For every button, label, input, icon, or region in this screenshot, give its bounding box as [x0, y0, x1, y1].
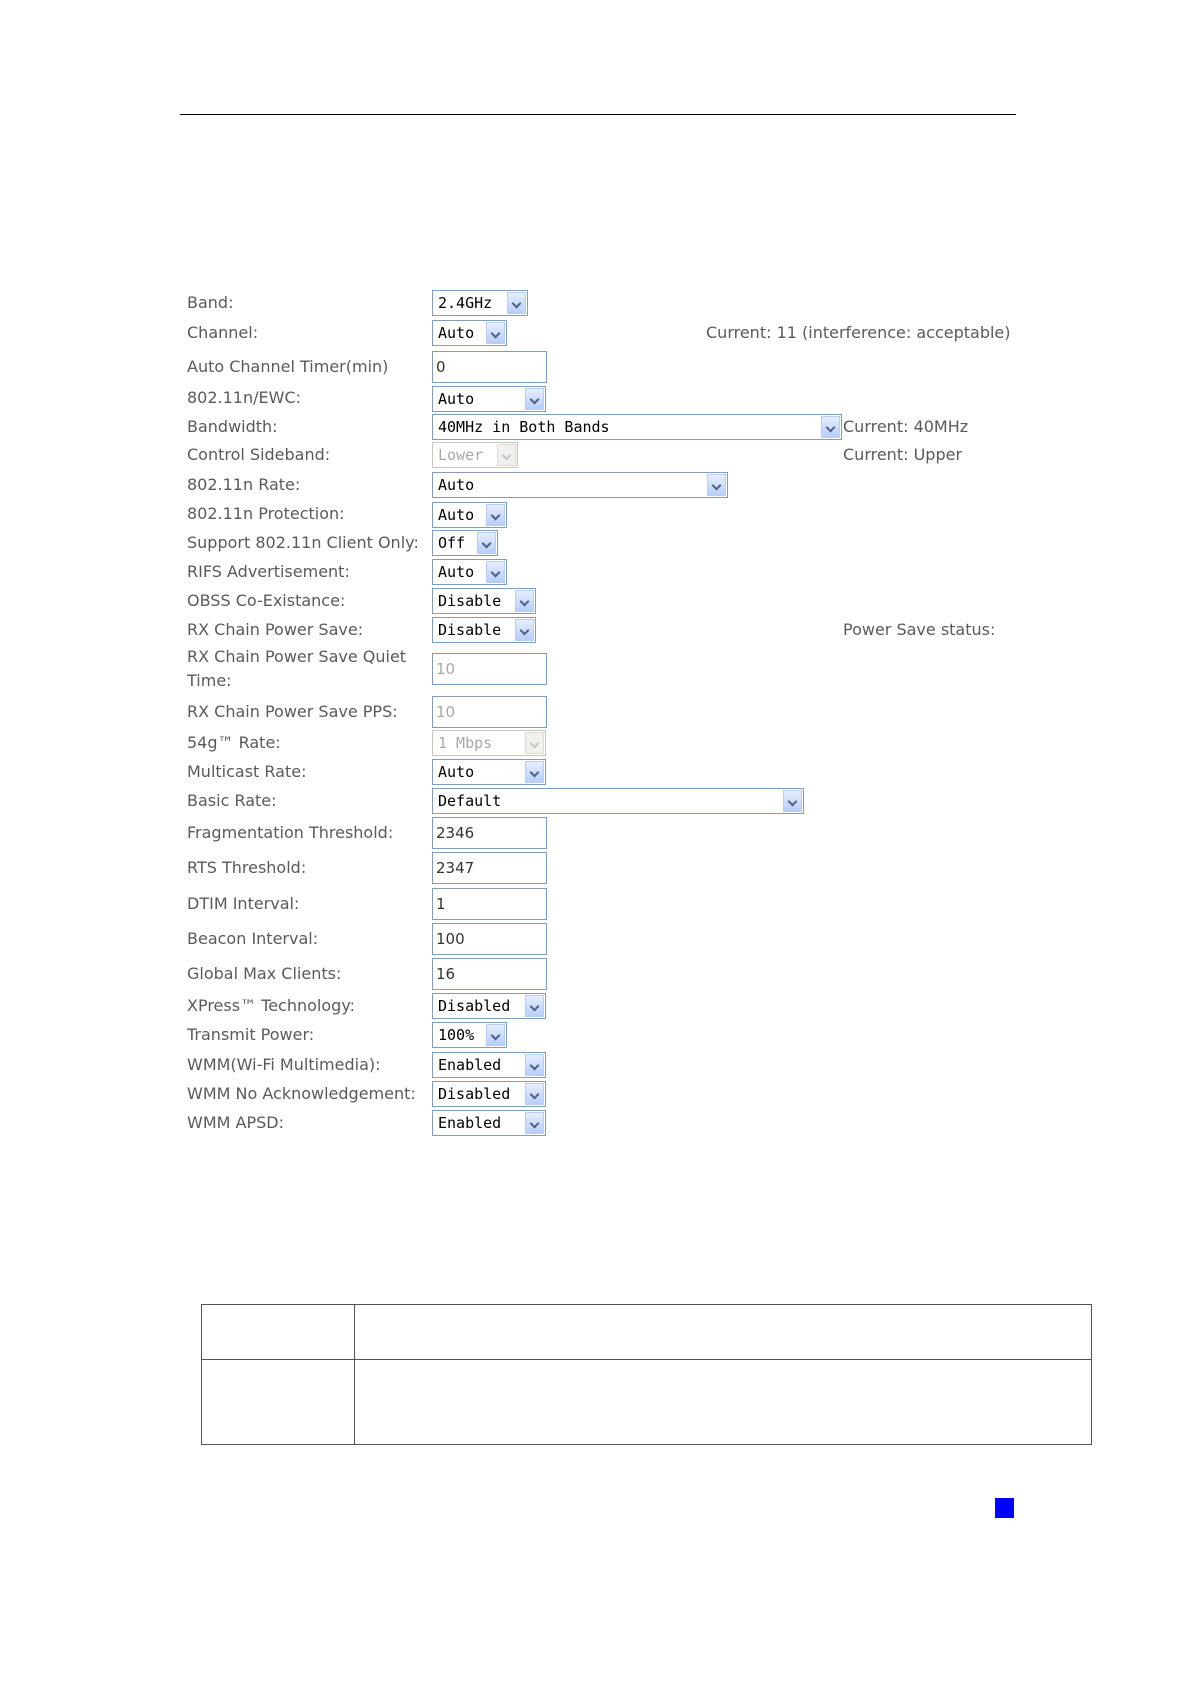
bandwidth-label: Bandwidth:: [187, 417, 278, 436]
chevron-down-icon[interactable]: [707, 474, 726, 496]
channel-value: Auto: [438, 324, 475, 342]
basic-rate-label: Basic Rate:: [187, 791, 277, 810]
channel-label: Channel:: [187, 323, 259, 342]
n-rate-label: 802.11n Rate:: [187, 475, 301, 494]
rts-threshold-label: RTS Threshold:: [187, 858, 307, 877]
ewc-label: 802.11n/EWC:: [187, 388, 302, 407]
ewc-value: Auto: [438, 390, 475, 408]
rifs-label: RIFS Advertisement:: [187, 562, 350, 581]
rx-power-save-label: RX Chain Power Save:: [187, 620, 364, 639]
chevron-down-icon[interactable]: [515, 619, 534, 641]
rx-power-save-select[interactable]: [432, 617, 536, 643]
chevron-down-icon[interactable]: [525, 761, 544, 783]
rate-54g-value: 1 Mbps: [438, 734, 493, 752]
global-max-clients-input[interactable]: [432, 958, 547, 990]
frag-threshold-value: 2346: [436, 824, 475, 842]
chevron-down-icon[interactable]: [486, 561, 505, 583]
transmit-power-value: 100%: [438, 1026, 475, 1044]
rx-quiet-time-label: RX Chain Power Save Quiet Time:: [187, 647, 407, 690]
control-sideband-value: Lower: [438, 446, 484, 464]
wmm-apsd-label: WMM APSD:: [187, 1113, 284, 1132]
ewc-select[interactable]: [432, 386, 546, 412]
wmm-apsd-value: Enabled: [438, 1114, 502, 1132]
obss-label: OBSS Co-Existance:: [187, 591, 346, 610]
power-save-status: Power Save status:: [843, 620, 996, 639]
chevron-down-icon[interactable]: [525, 995, 544, 1017]
chevron-down-icon[interactable]: [525, 1083, 544, 1105]
xpress-label: XPress™ Technology:: [187, 996, 356, 1015]
multicast-rate-select[interactable]: [432, 759, 546, 785]
rx-pps-input: [432, 696, 547, 728]
n-client-only-value: Off: [438, 534, 466, 552]
global-max-clients-label: Global Max Clients:: [187, 964, 342, 983]
rifs-select[interactable]: [432, 559, 507, 585]
rate-54g-select: [432, 730, 546, 756]
wmm-select[interactable]: [432, 1052, 546, 1078]
chevron-down-icon[interactable]: [477, 532, 496, 554]
chevron-down-icon: [497, 444, 516, 466]
chevron-down-icon[interactable]: [821, 416, 840, 438]
chevron-down-icon[interactable]: [507, 292, 526, 314]
multicast-rate-value: Auto: [438, 763, 475, 781]
n-protection-label: 802.11n Protection:: [187, 504, 345, 523]
channel-current: Current: 11 (interference: acceptable): [706, 323, 1011, 342]
bandwidth-value: 40MHz in Both Bands: [438, 418, 610, 436]
wmm-no-ack-value: Disabled: [438, 1085, 511, 1103]
dtim-interval-label: DTIM Interval:: [187, 894, 300, 913]
rx-pps-value: 10: [436, 703, 456, 721]
frag-threshold-label: Fragmentation Threshold:: [187, 823, 394, 842]
obss-value: Disable: [438, 592, 502, 610]
wmm-no-ack-label: WMM No Acknowledgement:: [187, 1084, 416, 1103]
rx-pps-label: RX Chain Power Save PPS:: [187, 702, 398, 721]
n-protection-value: Auto: [438, 506, 475, 524]
wmm-label: WMM(Wi-Fi Multimedia):: [187, 1055, 381, 1074]
beacon-interval-input[interactable]: [432, 923, 547, 955]
channel-select[interactable]: [432, 320, 507, 346]
auto-channel-timer-input[interactable]: [432, 351, 547, 383]
rx-quiet-time-input: [432, 653, 547, 685]
wmm-value: Enabled: [438, 1056, 502, 1074]
table-row: [202, 1305, 1092, 1360]
chevron-down-icon[interactable]: [525, 1054, 544, 1076]
rx-quiet-time-value: 10: [436, 660, 456, 678]
band-value: 2.4GHz: [438, 294, 493, 312]
auto-channel-timer-value: 0: [436, 358, 446, 376]
chevron-down-icon[interactable]: [525, 388, 544, 410]
xpress-value: Disabled: [438, 997, 511, 1015]
bandwidth-select[interactable]: [432, 414, 842, 440]
beacon-interval-value: 100: [436, 930, 465, 948]
header-rule: [180, 114, 1016, 115]
n-protection-select[interactable]: [432, 502, 507, 528]
auto-channel-timer-label: Auto Channel Timer(min): [187, 357, 389, 376]
table-cell: [355, 1360, 1092, 1445]
band-label: Band:: [187, 293, 234, 312]
n-rate-select[interactable]: [432, 472, 728, 498]
basic-rate-value: Default: [438, 792, 502, 810]
n-rate-value: Auto: [438, 476, 475, 494]
beacon-interval-label: Beacon Interval:: [187, 929, 319, 948]
description-table: [201, 1304, 1092, 1445]
dtim-interval-input[interactable]: [432, 888, 547, 920]
chevron-down-icon[interactable]: [486, 504, 505, 526]
chevron-down-icon[interactable]: [515, 590, 534, 612]
rx-power-save-value: Disable: [438, 621, 502, 639]
rts-threshold-value: 2347: [436, 859, 475, 877]
control-sideband-label: Control Sideband:: [187, 445, 331, 464]
chevron-down-icon[interactable]: [486, 1024, 505, 1046]
n-client-only-select[interactable]: [432, 530, 498, 556]
obss-select[interactable]: [432, 588, 536, 614]
rifs-value: Auto: [438, 563, 475, 581]
chevron-down-icon[interactable]: [486, 322, 505, 344]
n-client-only-label: Support 802.11n Client Only:: [187, 533, 419, 552]
rate-54g-label: 54g™ Rate:: [187, 733, 281, 752]
control-sideband-current: Current: Upper: [843, 445, 963, 464]
wmm-apsd-select[interactable]: [432, 1110, 546, 1136]
table-cell: [202, 1305, 355, 1360]
multicast-rate-label: Multicast Rate:: [187, 762, 307, 781]
dtim-interval-value: 1: [436, 895, 446, 913]
wmm-no-ack-select[interactable]: [432, 1081, 546, 1107]
chevron-down-icon[interactable]: [525, 1112, 544, 1134]
band-select[interactable]: [432, 290, 528, 316]
table-row: [202, 1360, 1092, 1445]
page-marker: [995, 1498, 1014, 1518]
global-max-clients-value: 16: [436, 965, 456, 983]
table-cell: [202, 1360, 355, 1445]
transmit-power-label: Transmit Power:: [187, 1025, 315, 1044]
chevron-down-icon: [525, 732, 544, 754]
basic-rate-select[interactable]: [432, 788, 804, 814]
control-sideband-select: [432, 442, 518, 468]
table-cell: [355, 1305, 1092, 1360]
chevron-down-icon[interactable]: [783, 790, 802, 812]
rts-threshold-input[interactable]: [432, 852, 547, 884]
frag-threshold-input[interactable]: [432, 817, 547, 849]
bandwidth-current: Current: 40MHz: [843, 417, 969, 436]
transmit-power-select[interactable]: [432, 1022, 507, 1048]
xpress-select[interactable]: [432, 993, 546, 1019]
